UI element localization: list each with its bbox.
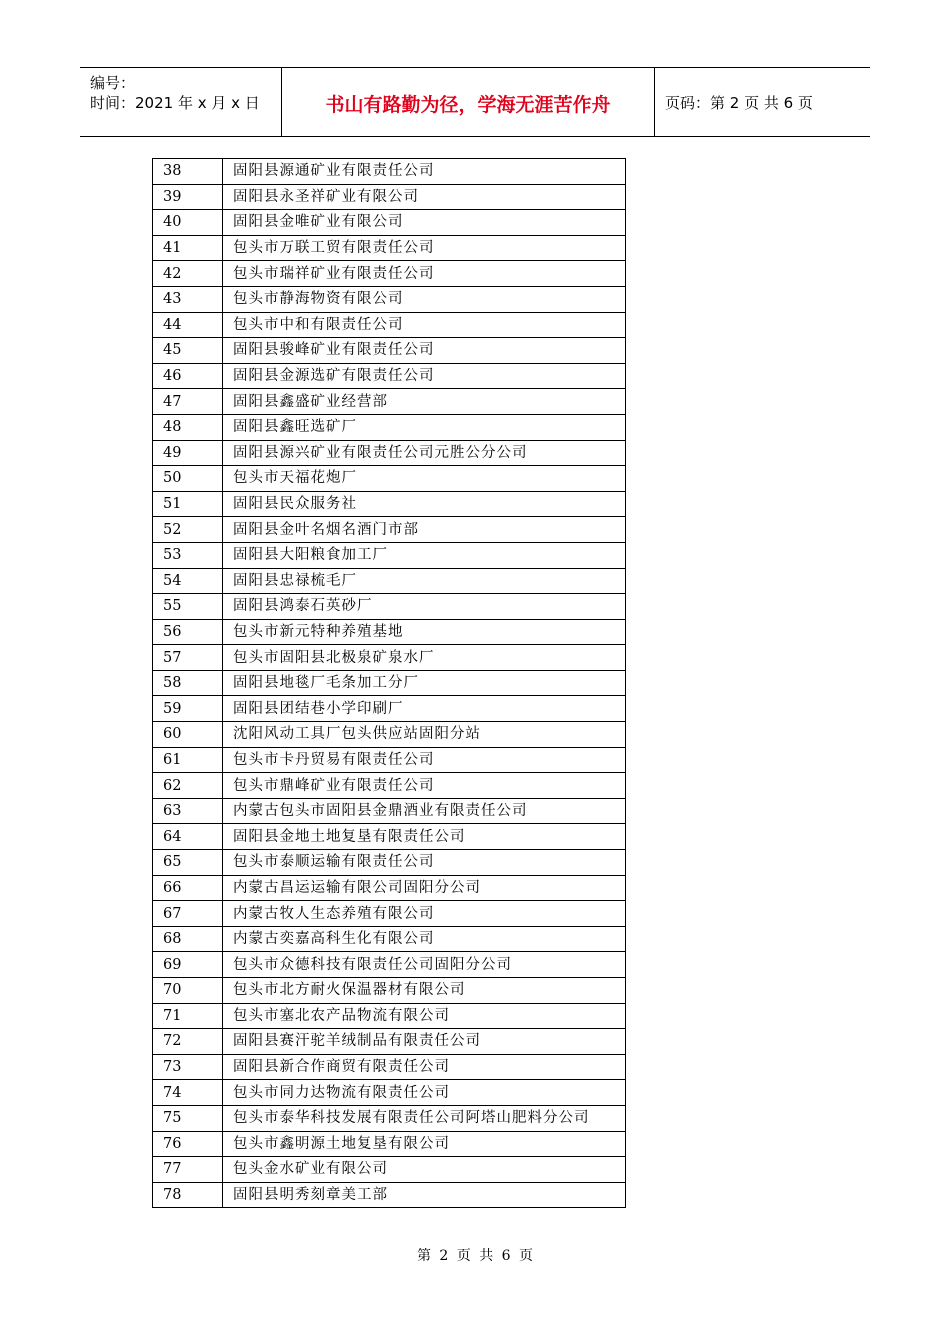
company-name: 内蒙古昌运运输有限公司固阳分公司 bbox=[223, 875, 626, 901]
row-number: 78 bbox=[153, 1182, 223, 1208]
table-row bbox=[153, 389, 626, 415]
company-name: 固阳县新合作商贸有限责任公司 bbox=[223, 1054, 626, 1080]
row-number: 43 bbox=[153, 286, 223, 312]
table-row bbox=[153, 1157, 626, 1183]
company-name: 固阳县民众服务社 bbox=[223, 491, 626, 517]
company-name: 包头市卡丹贸易有限责任公司 bbox=[223, 747, 626, 773]
company-name: 沈阳风动工具厂包头供应站固阳分站 bbox=[223, 722, 626, 748]
company-name: 固阳县地毯厂毛条加工分厂 bbox=[223, 670, 626, 696]
table-row bbox=[153, 363, 626, 389]
company-name: 包头市同力达物流有限责任公司 bbox=[223, 1080, 626, 1106]
table-row bbox=[153, 850, 626, 876]
company-name: 包头市鼎峰矿业有限责任公司 bbox=[223, 773, 626, 799]
table-row bbox=[153, 312, 626, 338]
table-row bbox=[153, 696, 626, 722]
header-page-code: 页码：第 2 页 共 6 页 bbox=[665, 94, 813, 112]
row-number: 46 bbox=[153, 363, 223, 389]
row-number: 54 bbox=[153, 568, 223, 594]
row-number: 59 bbox=[153, 696, 223, 722]
table-row bbox=[153, 517, 626, 543]
company-name: 固阳县金源选矿有限责任公司 bbox=[223, 363, 626, 389]
row-number: 68 bbox=[153, 926, 223, 952]
row-number: 57 bbox=[153, 645, 223, 671]
company-name: 固阳县金叶名烟名酒门市部 bbox=[223, 517, 626, 543]
header-motto: 书山有路勤为径，学海无涯苦作舟 bbox=[325, 94, 611, 116]
company-name: 包头市众德科技有限责任公司固阳分公司 bbox=[223, 952, 626, 978]
row-number: 55 bbox=[153, 594, 223, 620]
table-row bbox=[153, 235, 626, 261]
table-row bbox=[153, 1029, 626, 1055]
header-page-cell bbox=[655, 68, 870, 136]
row-number: 62 bbox=[153, 773, 223, 799]
company-name: 包头市中和有限责任公司 bbox=[223, 312, 626, 338]
table-row bbox=[153, 210, 626, 236]
row-number: 40 bbox=[153, 210, 223, 236]
row-number: 49 bbox=[153, 440, 223, 466]
row-number: 42 bbox=[153, 261, 223, 287]
table-row bbox=[153, 1131, 626, 1157]
company-name: 包头金水矿业有限公司 bbox=[223, 1157, 626, 1183]
table-row bbox=[153, 978, 626, 1004]
row-number: 66 bbox=[153, 875, 223, 901]
company-name: 包头市天福花炮厂 bbox=[223, 466, 626, 492]
header-info-cell bbox=[80, 68, 282, 136]
company-name: 固阳县忠禄梳毛厂 bbox=[223, 568, 626, 594]
company-name: 固阳县源通矿业有限责任公司 bbox=[223, 159, 626, 185]
row-number: 48 bbox=[153, 414, 223, 440]
row-number: 63 bbox=[153, 798, 223, 824]
table-row bbox=[153, 184, 626, 210]
row-number: 38 bbox=[153, 159, 223, 185]
row-number: 47 bbox=[153, 389, 223, 415]
company-name: 包头市固阳县北极泉矿泉水厂 bbox=[223, 645, 626, 671]
row-number: 51 bbox=[153, 491, 223, 517]
company-name: 包头市北方耐火保温器材有限公司 bbox=[223, 978, 626, 1004]
row-number: 75 bbox=[153, 1105, 223, 1131]
row-number: 72 bbox=[153, 1029, 223, 1055]
company-name: 固阳县赛汗驼羊绒制品有限责任公司 bbox=[223, 1029, 626, 1055]
table-row bbox=[153, 747, 626, 773]
row-number: 56 bbox=[153, 619, 223, 645]
row-number: 44 bbox=[153, 312, 223, 338]
company-name: 固阳县鑫旺选矿厂 bbox=[223, 414, 626, 440]
page-header bbox=[80, 67, 870, 137]
table-row bbox=[153, 1182, 626, 1208]
row-number: 58 bbox=[153, 670, 223, 696]
company-name: 包头市泰顺运输有限责任公司 bbox=[223, 850, 626, 876]
row-number: 77 bbox=[153, 1157, 223, 1183]
row-number: 60 bbox=[153, 722, 223, 748]
company-name: 包头市万联工贸有限责任公司 bbox=[223, 235, 626, 261]
company-name: 固阳县金地土地复垦有限责任公司 bbox=[223, 824, 626, 850]
row-number: 50 bbox=[153, 466, 223, 492]
company-name: 固阳县大阳粮食加工厂 bbox=[223, 542, 626, 568]
company-name: 固阳县鸿泰石英砂厂 bbox=[223, 594, 626, 620]
table-row bbox=[153, 1105, 626, 1131]
row-number: 76 bbox=[153, 1131, 223, 1157]
row-number: 52 bbox=[153, 517, 223, 543]
table-row bbox=[153, 645, 626, 671]
table-row bbox=[153, 338, 626, 364]
table-row bbox=[153, 1054, 626, 1080]
company-name: 包头市新元特种养殖基地 bbox=[223, 619, 626, 645]
table-row bbox=[153, 542, 626, 568]
table-row bbox=[153, 619, 626, 645]
company-name: 包头市塞北农产品物流有限公司 bbox=[223, 1003, 626, 1029]
row-number: 71 bbox=[153, 1003, 223, 1029]
table-row bbox=[153, 1080, 626, 1106]
row-number: 74 bbox=[153, 1080, 223, 1106]
row-number: 67 bbox=[153, 901, 223, 927]
company-name: 固阳县源兴矿业有限责任公司元胜公分公司 bbox=[223, 440, 626, 466]
table-row bbox=[153, 722, 626, 748]
row-number: 41 bbox=[153, 235, 223, 261]
table-row bbox=[153, 926, 626, 952]
table-row bbox=[153, 1003, 626, 1029]
table-row bbox=[153, 414, 626, 440]
company-name: 固阳县团结巷小学印刷厂 bbox=[223, 696, 626, 722]
table-row bbox=[153, 466, 626, 492]
table-row bbox=[153, 670, 626, 696]
table-row bbox=[153, 875, 626, 901]
company-name: 包头市鑫明源土地复垦有限公司 bbox=[223, 1131, 626, 1157]
table-row bbox=[153, 594, 626, 620]
company-name: 内蒙古包头市固阳县金鼎酒业有限责任公司 bbox=[223, 798, 626, 824]
company-name: 固阳县金唯矿业有限公司 bbox=[223, 210, 626, 236]
company-name: 包头市静海物资有限公司 bbox=[223, 286, 626, 312]
company-list-body bbox=[153, 159, 626, 1208]
table-row bbox=[153, 798, 626, 824]
document-time-label: 时间：2021 年 x 月 x 日 bbox=[90, 94, 260, 112]
row-number: 45 bbox=[153, 338, 223, 364]
table-row bbox=[153, 159, 626, 185]
company-name: 内蒙古奕嘉高科生化有限公司 bbox=[223, 926, 626, 952]
company-name: 固阳县永圣祥矿业有限公司 bbox=[223, 184, 626, 210]
company-name: 包头市瑞祥矿业有限责任公司 bbox=[223, 261, 626, 287]
page-footer: 第 2 页 共 6 页 bbox=[416, 1248, 534, 1264]
table-row bbox=[153, 286, 626, 312]
row-number: 61 bbox=[153, 747, 223, 773]
document-code-label: 编号： bbox=[90, 74, 136, 92]
table-row bbox=[153, 952, 626, 978]
company-name: 固阳县明秀刻章美工部 bbox=[223, 1182, 626, 1208]
company-name: 固阳县鑫盛矿业经营部 bbox=[223, 389, 626, 415]
table-row bbox=[153, 901, 626, 927]
table-row bbox=[153, 261, 626, 287]
row-number: 39 bbox=[153, 184, 223, 210]
company-name: 固阳县骏峰矿业有限责任公司 bbox=[223, 338, 626, 364]
table-row bbox=[153, 824, 626, 850]
header-motto-cell bbox=[282, 68, 655, 136]
row-number: 70 bbox=[153, 978, 223, 1004]
row-number: 73 bbox=[153, 1054, 223, 1080]
table-row bbox=[153, 568, 626, 594]
row-number: 65 bbox=[153, 850, 223, 876]
company-name: 内蒙古牧人生态养殖有限公司 bbox=[223, 901, 626, 927]
company-list-table bbox=[152, 158, 626, 1208]
row-number: 64 bbox=[153, 824, 223, 850]
table-row bbox=[153, 773, 626, 799]
company-name: 包头市泰华科技发展有限责任公司阿塔山肥料分公司 bbox=[223, 1105, 626, 1131]
row-number: 69 bbox=[153, 952, 223, 978]
table-row bbox=[153, 491, 626, 517]
table-row bbox=[153, 440, 626, 466]
row-number: 53 bbox=[153, 542, 223, 568]
